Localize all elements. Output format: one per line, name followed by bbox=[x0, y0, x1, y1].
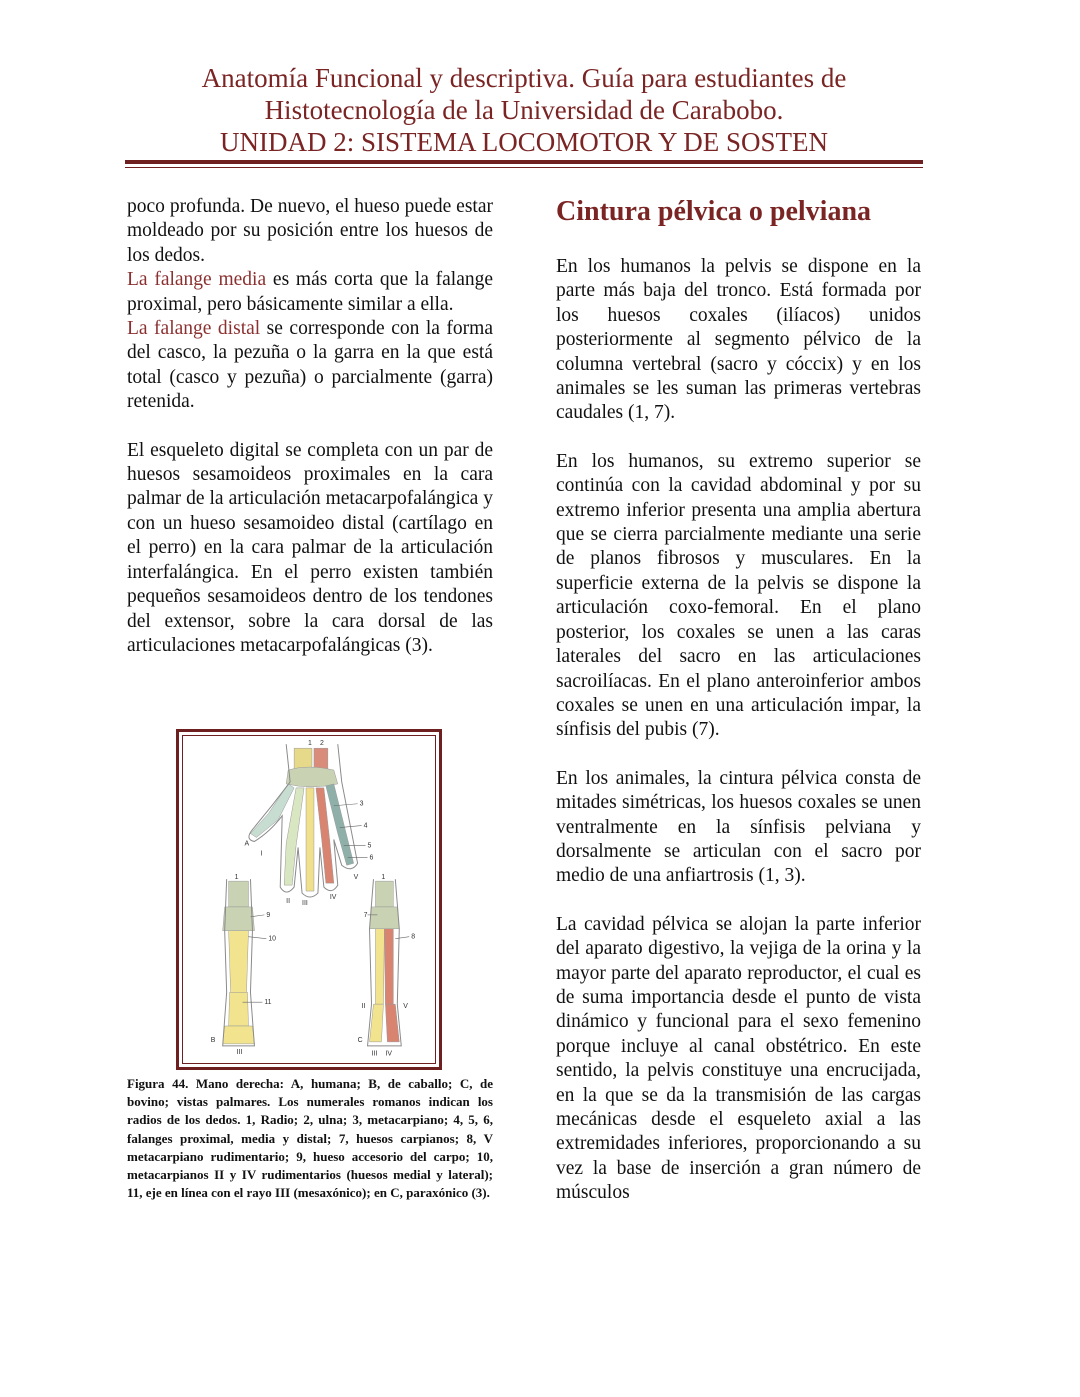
label-horse-1: 1 bbox=[234, 874, 239, 882]
digit-III bbox=[306, 788, 314, 891]
paragraph: En los humanos la pelvis se dispone en la parte más baja del tronco. Está formada por los huesos coxales (ilíacos) unidos posteriormente al segmento pélvico de la columna vertebral (sacro y cóccix) y en los animales se les suman las primeras vertebras caudales (1, 7). bbox=[556, 256, 921, 424]
label-11: 11 bbox=[264, 999, 272, 1007]
bovine-metacarpus-III bbox=[375, 929, 384, 1004]
header-line-3: UNIDAD 2: SISTEMA LOCOMOTOR Y DE SOSTEN bbox=[219, 127, 829, 157]
left-column bbox=[127, 195, 493, 658]
bovine-digit-III bbox=[370, 1004, 384, 1042]
label-IV: IV bbox=[329, 894, 337, 902]
paragraph-gap bbox=[556, 743, 921, 767]
digit-II bbox=[284, 788, 304, 885]
label-bovine-1: 1 bbox=[381, 874, 386, 882]
bovine-carpus bbox=[370, 907, 400, 929]
label-bovine-III: III bbox=[371, 1050, 378, 1058]
paragraph: poco profunda. De nuevo, el hueso puede estar moldeado por su posición entre los huesos de los dedos. bbox=[127, 196, 493, 266]
label-III: III bbox=[302, 899, 308, 907]
figure-44-caption: Figura 44. Mano derecha: A, humana; B, de caballo; C, de bovino; vistas palmares. Los numerales romanos indican los radios de los dedos. 1, Radio; 2, ulna; 3, metacarpiano; 4, 5, 6, falanges proximal, media y distal; 7, huesos carpianos; 8, V metacarpiano rudimentario; 9, hueso accesorio del carpo; 10, metacarpianos II y IV rudimentarios (huesos medial y lateral); 11, eje en línea con el rayo III (mesaxónico); en C, paraxónico (3). bbox=[127, 1076, 493, 1201]
figure-44-inner-border bbox=[182, 735, 436, 1064]
label-5: 5 bbox=[367, 842, 372, 850]
label-C: C bbox=[357, 1036, 363, 1044]
paragraph-gap bbox=[556, 426, 921, 450]
human-hand bbox=[249, 744, 358, 897]
hand-skeleton-illustration bbox=[183, 736, 435, 1063]
header-rule-thick bbox=[125, 160, 923, 164]
label-1: 1 bbox=[308, 740, 312, 748]
paragraph bbox=[127, 317, 493, 415]
label-9: 9 bbox=[266, 911, 271, 919]
horse-phalanges bbox=[229, 992, 249, 1026]
label-10: 10 bbox=[268, 935, 277, 943]
paragraph-text: es más corta que la falange proximal, pero básicamente similar a ella. bbox=[127, 269, 494, 315]
bovine-limb bbox=[368, 879, 402, 1046]
label-horse-III: III bbox=[236, 1048, 243, 1056]
label-3: 3 bbox=[359, 800, 364, 808]
label-6: 6 bbox=[369, 854, 374, 862]
horse-carpus bbox=[223, 907, 255, 931]
horse-metacarpus bbox=[229, 931, 249, 993]
term-falange-media: La falange media bbox=[127, 269, 267, 291]
paragraph bbox=[127, 268, 493, 317]
digit-I bbox=[250, 784, 294, 838]
label-8: 8 bbox=[411, 933, 416, 941]
label-II: II bbox=[286, 897, 291, 905]
paragraph: En los humanos, su extremo superior se continúa con la cavidad abdominal y por su extremo inferior presenta una amplia abertura que se cierra parcialmente mediante una serie de planos fibrosos y musculares. En la superficie externa de la pelvis se dispone la articulación coxo-femoral. En el plano posterior, los coxales se unen a las caras laterales del sacro en las articulaciones sacroilíacas. En el plano anteroinferior ambos coxales se unen en una articulación impar, la sínfisis del pubis (7). bbox=[556, 450, 921, 741]
bovine-metacarpus-IV bbox=[384, 929, 393, 1004]
label-V: V bbox=[353, 874, 359, 882]
figure-44-frame bbox=[176, 729, 442, 1070]
paragraph-gap bbox=[556, 889, 921, 913]
label-B: B bbox=[210, 1036, 216, 1044]
carpal-bones bbox=[286, 767, 338, 787]
label-bovine-IV: IV bbox=[385, 1050, 392, 1058]
paragraph: En los animales, la cintura pélvica consta de mitades simétricas, los huesos coxales se unen ventralmente en la sínfisis pelviana y dorsalmente se articulan con el sacro por medio de una anfiartrosis (1, 3). bbox=[556, 767, 921, 887]
label-bovine-V: V bbox=[403, 1003, 408, 1011]
header-line-1: Anatomía Funcional y descriptiva. Guía para estudiantes de bbox=[201, 63, 847, 93]
paragraph: La cavidad pélvica se alojan la parte inferior del aparato digestivo, la vejiga de la orina y la mayor parte del aparato reproductor, el cual es de suma importancia desde el punto de vista dinámico y funcional para el sexo femenino porque incluye al canal obstétrico. En este sentido, la pelvis constituye una encrucijada, en la que se da la transmisión de las cargas mecánicas desde el esqueleto axial a las extremidades inferiores, proporcionando a su vez la base de inserción a gran número de músculos bbox=[556, 913, 921, 1204]
paragraph-text: se corresponde con la forma del casco, la pezuña o la garra en la que está total (casco y pezuña) o parcialmente (garra) retenida. bbox=[127, 318, 493, 413]
bovine-digit-IV bbox=[385, 1004, 399, 1042]
bovine-radius bbox=[375, 881, 393, 907]
label-A: A bbox=[244, 840, 250, 848]
ulna-bone bbox=[314, 748, 328, 770]
right-column bbox=[556, 195, 921, 1206]
label-7: 7 bbox=[363, 911, 368, 919]
horse-limb bbox=[223, 879, 255, 1046]
page-header bbox=[125, 62, 923, 158]
label-I: I bbox=[260, 850, 263, 858]
label-bovine-II: II bbox=[361, 1003, 366, 1011]
label-4: 4 bbox=[363, 822, 368, 830]
header-rule-thin bbox=[125, 167, 923, 168]
term-falange-distal: La falange distal bbox=[127, 318, 261, 340]
label-2: 2 bbox=[319, 740, 324, 748]
horse-radius bbox=[229, 881, 249, 907]
paragraph-gap bbox=[127, 415, 493, 439]
paragraph: El esqueleto digital se completa con un par de huesos sesamoideos proximales en la cara palmar de la articulación metacarpofalángica y con un hueso sesamoideo distal (cartílago en el perro) en la cara palmar de la articulación interfalángica. En el perro existen también pequeños sesamoideos dentro de los tendones del extensor, sobre la cara dorsal de las articulaciones metacarpofalángicas (3). bbox=[127, 439, 493, 656]
horse-hoof bbox=[223, 1026, 255, 1044]
section-title: Cintura pélvica o pelviana bbox=[556, 196, 872, 227]
radius-bone bbox=[294, 748, 312, 770]
header-line-2: Histotecnología de la Universidad de Carabobo. bbox=[264, 95, 784, 125]
